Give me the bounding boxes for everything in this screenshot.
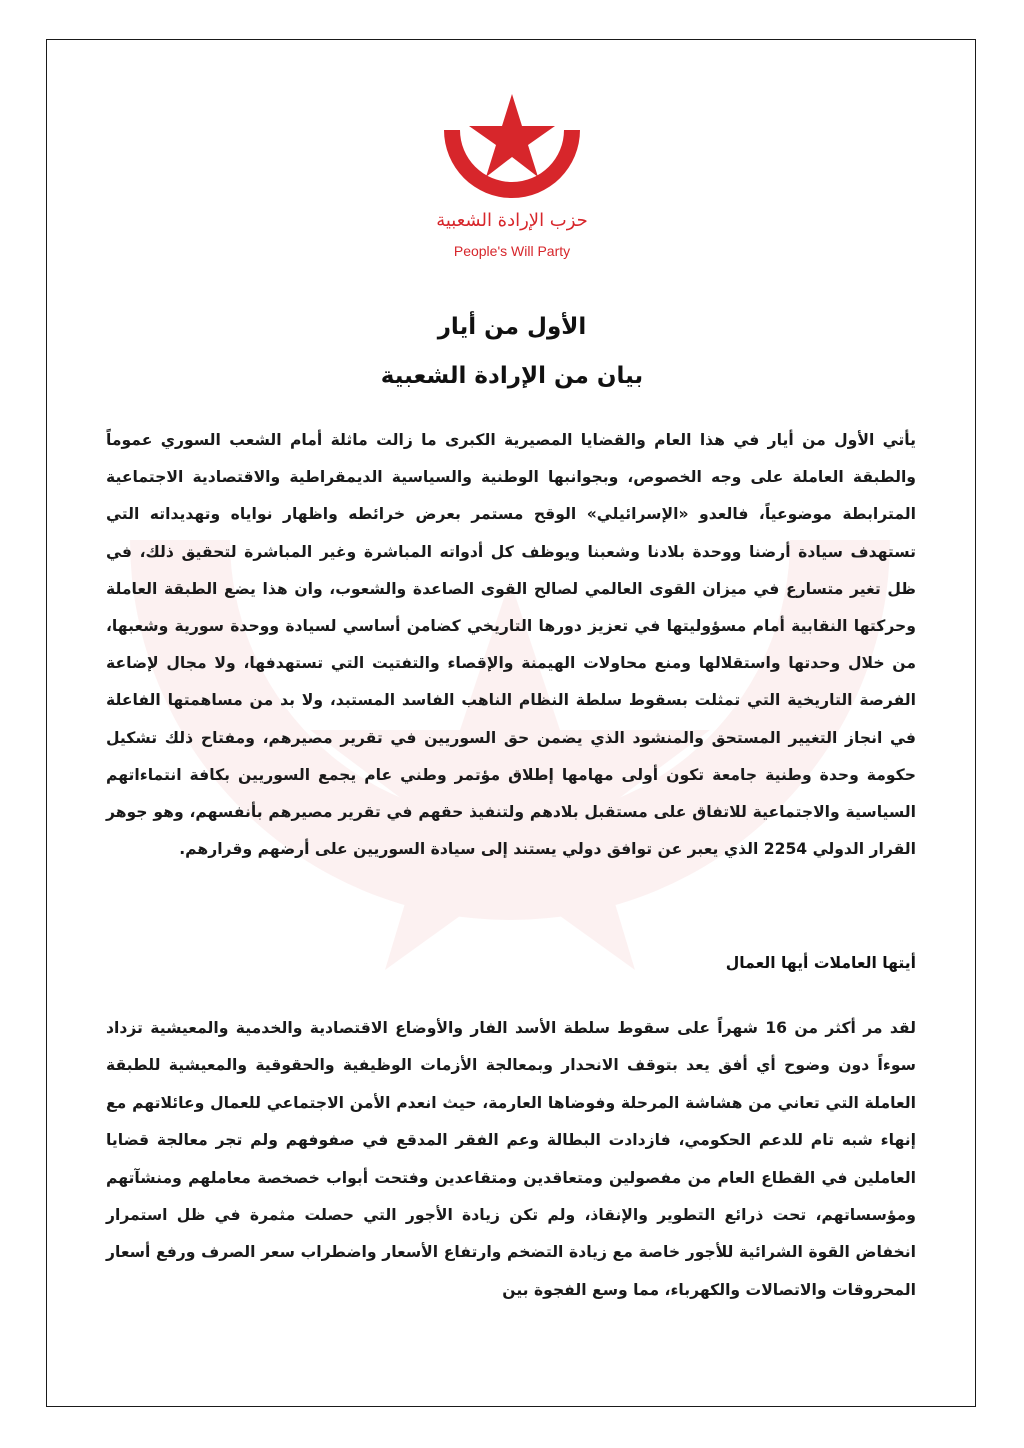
- red-star-crescent-icon: [438, 92, 586, 214]
- party-name-english: People's Will Party: [453, 243, 571, 259]
- section-heading: أيتها العاملات أيها العمال: [725, 954, 916, 972]
- page-subtitle: بيان من الإرادة الشعبية: [380, 363, 644, 389]
- paragraph-intro: يأتي الأول من أيار في هذا العام والقضايا المصيرية الكبرى ما زالت ماثلة أمام الشعب السوري عموماً والطبقة العاملة على وجه الخصوص، وبجوانبها الوطنية والسياسية الديمقراطية والاقتصادية الاجتماعية المترابطة موضوعياً، فالعدو «الإسرائيلي» الوقح مستمر بعرض خرائطه واظهار نواياه وتهديداته التي تستهدف سيادة أرضنا ووحدة بلادنا وشعبنا ويوظف كل أدواته المباشرة وغير المباشرة لتحقيق ذلك، في ظل تغير متسارع في ميزان القوى العالمي لصالح القوى الصاعدة والشعوب، وان هذا يضع الطبقة العاملة وحركتها النقابية أمام مسؤوليتها في تعزيز دورها التاريخي كضامن أساسي لسيادة ووحدة سورية وشعبها، من خلال وحدتها واستقلالها ومنع محاولات الهيمنة والإقصاء والتفتيت التي تستهدفها، ولا مجال لإضاعة الفرصة التاريخية التي تمثلت بسقوط سلطة النظام الناهب الفاسد المستبد، ولا بد من مساهمتها الفاعلة في انجاز التغيير المستحق والمنشود الذي يضمن حق السوريين في تقرير مصيرهم، ومفتاح ذلك تشكيل حكومة وحدة وطنية جامعة تكون أولى مهامها إطلاق مؤتمر وطني عام يجمع السوريين بكافة انتماءاتهم السياسية والاجتماعية للاتفاق على مستقبل بلادهم ولتنفيذ حقهم في تقرير مصيرهم بأنفسهم، وهو جوهر القرار الدولي 2254 الذي يعبر عن توافق دولي يستند إلى سيادة السوريين على أرضهم وقرارهم.: [106, 431, 916, 859]
- paragraph-workers: لقد مر أكثر من 16 شهراً على سقوط سلطة الأسد الفار والأوضاع الاقتصادية والخدمية والمعيشية تزداد سوءاً دون وضوح أي أفق يعد بتوقف الانحدار وبمعالجة الأزمات الوظيفية والحقوقية والمعيشية للطبقة العاملة التي تعاني من هشاشة المرحلة وفوضاها العارمة، حيث انعدم الأمن الاجتماعي للعمال وعائلاتهم مع إنهاء شبه تام للدعم الحكومي، فازدادت البطالة وعم الفقر المدقع في صفوفهم ولم تجر معالجة قضايا العاملين في القطاع العام من مفصولين ومتعاقدين ومتقاعدين وفتحت أبواب خصخصة معاملهم ومنشآتهم ومؤسساتهم، تحت ذرائع التطوير والإنقاذ، ولم تكن زيادة الأجور التي حصلت مثمرة في ظل استمرار انخفاض القوة الشرائية للأجور خاصة مع زيادة التضخم وارتفاع الأسعار واضطراب سعر الصرف ورفع أسعار المحروقات والاتصالات والكهرباء، مما وسع الفجوة بين: [106, 1019, 916, 1299]
- page-title: الأول من أيار: [437, 314, 587, 340]
- party-name-arabic: حزب الإرادة الشعبية: [436, 210, 588, 231]
